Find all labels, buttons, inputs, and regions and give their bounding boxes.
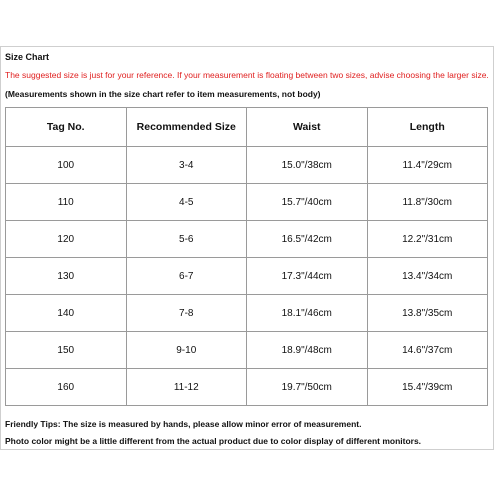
table-row: [6, 258, 488, 295]
cell-recommended-size: 7-8: [126, 295, 247, 332]
cell-waist: 15.0"/38cm: [247, 147, 368, 184]
table-row: [6, 295, 488, 332]
size-table: [5, 107, 488, 406]
table-row: [6, 332, 488, 369]
friendly-tips: Friendly Tips: The size is measured by hands, please allow minor error of measurement.: [5, 419, 362, 429]
cell-length: 13.8"/35cm: [367, 295, 488, 332]
header-tag-no: Tag No.: [6, 108, 127, 147]
cell-recommended-size: 4-5: [126, 184, 247, 221]
cell-length: 13.4"/34cm: [367, 258, 488, 295]
header-length: Length: [367, 108, 488, 147]
cell-tag-no: 160: [6, 369, 127, 406]
cell-waist: 18.9"/48cm: [247, 332, 368, 369]
cell-recommended-size: 3-4: [126, 147, 247, 184]
cell-recommended-size: 6-7: [126, 258, 247, 295]
header-waist: Waist: [247, 108, 368, 147]
cell-tag-no: 140: [6, 295, 127, 332]
cell-waist: 16.5"/42cm: [247, 221, 368, 258]
cell-length: 11.4"/29cm: [367, 147, 488, 184]
cell-length: 14.6"/37cm: [367, 332, 488, 369]
cell-waist: 18.1"/46cm: [247, 295, 368, 332]
table-header-row: [6, 108, 488, 147]
cell-recommended-size: 9-10: [126, 332, 247, 369]
cell-waist: 15.7"/40cm: [247, 184, 368, 221]
cell-length: 11.8"/30cm: [367, 184, 488, 221]
cell-length: 15.4"/39cm: [367, 369, 488, 406]
table-row: [6, 147, 488, 184]
cell-tag-no: 100: [6, 147, 127, 184]
cell-length: 12.2"/31cm: [367, 221, 488, 258]
header-recommended-size: Recommended Size: [126, 108, 247, 147]
table-row: [6, 184, 488, 221]
cell-waist: 19.7"/50cm: [247, 369, 368, 406]
photo-color-note: Photo color might be a little different from the actual product due to color display of different monitors.: [5, 436, 422, 446]
measurement-note: (Measurements shown in the size chart refer to item measurements, not body): [5, 89, 321, 99]
reference-note: The suggested size is just for your reference. If your measurement is floating between two sizes, advise choosing the larger size.: [5, 70, 489, 80]
table-row: [6, 221, 488, 258]
size-chart-title: Size Chart: [5, 52, 50, 62]
cell-tag-no: 150: [6, 332, 127, 369]
cell-tag-no: 110: [6, 184, 127, 221]
cell-tag-no: 130: [6, 258, 127, 295]
table-row: [6, 369, 488, 406]
cell-tag-no: 120: [6, 221, 127, 258]
cell-recommended-size: 11-12: [126, 369, 247, 406]
cell-recommended-size: 5-6: [126, 221, 247, 258]
cell-waist: 17.3"/44cm: [247, 258, 368, 295]
